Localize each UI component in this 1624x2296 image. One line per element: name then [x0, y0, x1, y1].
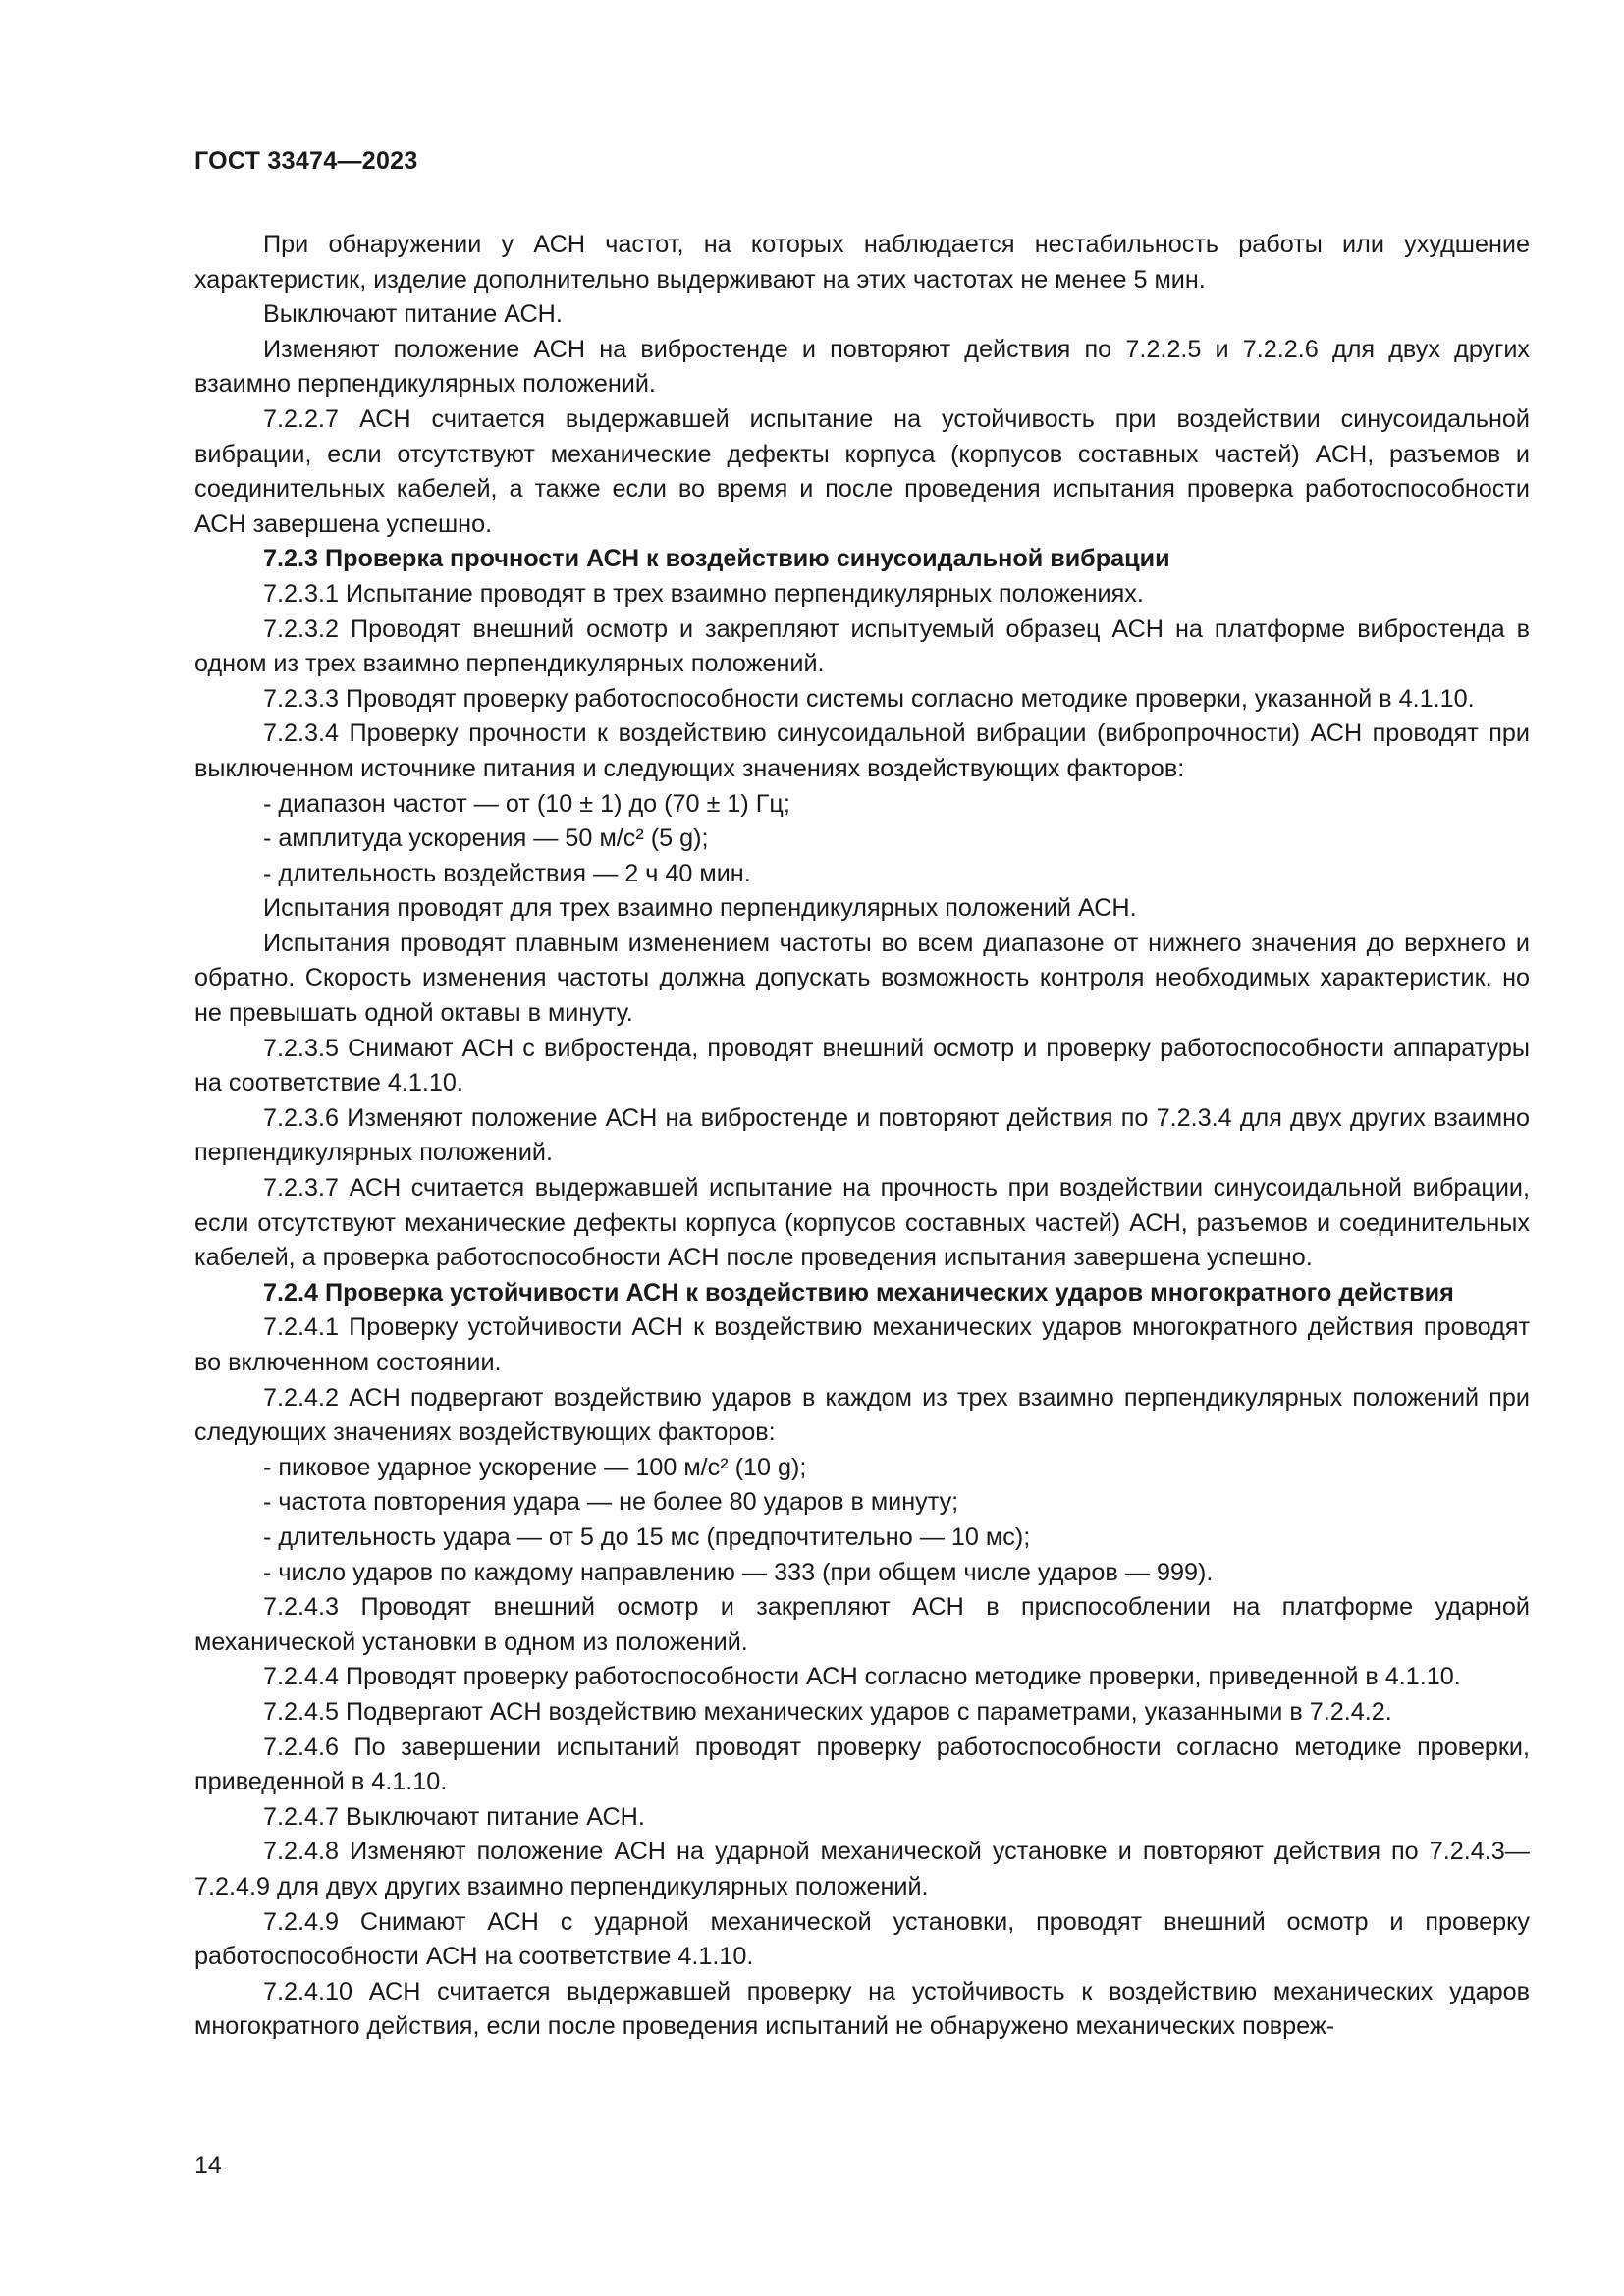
paragraph: 7.2.4.9 Снимают АСН с ударной механической установки, проводят внешний осмотр и проверку работоспособности АСН на соответствие 4.1.10. — [194, 1907, 1530, 1971]
paragraph: 7.2.4.1 Проверку устойчивости АСН к воздействию механических ударов многократного действия проводят во включенном состоянии. — [194, 1313, 1530, 1376]
paragraph: 7.2.2.7 АСН считается выдержавшей испытание на устойчивость при воздействии синусоидальной вибрации, если отсутствуют механические дефекты корпуса (корпусов составных частей) АСН, разъемов и соединительных кабелей, а также если во время и после проведения испытания проверка работоспособности АСН завершена успешно. — [194, 404, 1530, 538]
paragraph: Выключают питание АСН. — [263, 300, 563, 329]
section-heading: 7.2.3 Проверка прочности АСН к воздействию синусоидальной вибрации — [263, 545, 1170, 573]
paragraph: 7.2.3.2 Проводят внешний осмотр и закрепляют испытуемый образец АСН на платформе вибростенда в одном из трех взаимно перпендикулярных положений. — [194, 614, 1530, 678]
section-heading: 7.2.4 Проверка устойчивости АСН к воздействию механических ударов многократного действия — [263, 1278, 1454, 1307]
list-item: - амплитуда ускорения — 50 м/с² (5 g); — [263, 825, 709, 853]
list-item: - длительность удара — от 5 до 15 мс (предпочтительно — 10 мс); — [263, 1522, 1031, 1551]
paragraph: 7.2.4.6 По завершении испытаний проводят проверку работоспособности согласно методике проверки, приведенной в 4.1.10. — [194, 1733, 1530, 1796]
list-item: - диапазон частот — от (10 ± 1) до (70 ± 1) Гц; — [263, 789, 790, 818]
paragraph: 7.2.4.3 Проводят внешний осмотр и закрепляют АСН в приспособлении на платформе ударной механической установки в одном из положений. — [194, 1593, 1530, 1656]
document-body — [194, 228, 1530, 2045]
list-item: - пиковое ударное ускорение — 100 м/с² (10 g); — [263, 1453, 807, 1481]
list-item: - длительность воздействия — 2 ч 40 мин. — [263, 859, 751, 887]
list-item: - число ударов по каждому направлению — 333 (при общем числе ударов — 999). — [263, 1558, 1214, 1586]
paragraph: 7.2.3.6 Изменяют положение АСН на вибростенде и повторяют действия по 7.2.3.4 для двух других взаимно перпендикулярных положений. — [194, 1103, 1530, 1167]
paragraph: 7.2.4.2 АСН подвергают воздействию ударов в каждом из трех взаимно перпендикулярных положений при следующих значениях воздействующих факторов: — [194, 1383, 1530, 1447]
paragraph: 7.2.4.7 Выключают питание АСН. — [263, 1802, 645, 1831]
paragraph: 7.2.4.5 Подвергают АСН воздействию механических ударов с параметрами, указанными в 7.2.4.2. — [263, 1697, 1392, 1726]
paragraph: 7.2.3.7 АСН считается выдержавшей испытание на прочность при воздействии синусоидальной вибрации, если отсутствуют механические дефекты корпуса (корпусов составных частей) АСН, разъемов и соединительных кабелей, а проверка работоспособности АСН после проведения испытания завершена успешно. — [194, 1174, 1530, 1272]
list-item: - частота повторения удара — не более 80 ударов в минуту; — [263, 1488, 959, 1517]
paragraph: При обнаружении у АСН частот, на которых наблюдается нестабильность работы или ухудшение характеристик, изделие дополнительно выдерживают на этих частотах не менее 5 мин. — [194, 231, 1530, 294]
paragraph: Изменяют положение АСН на вибростенде и повторяют действия по 7.2.2.5 и 7.2.2.6 для двух других взаимно перпендикулярных положений. — [194, 335, 1530, 399]
paragraph: 7.2.3.1 Испытание проводят в трех взаимно перпендикулярных положениях. — [263, 579, 1144, 608]
paragraph: 7.2.4.4 Проводят проверку работоспособности АСН согласно методике проверки, приведенной в 4.1.10. — [263, 1663, 1461, 1691]
paragraph: Испытания проводят плавным изменением частоты во всем диапазоне от нижнего значения до верхнего и обратно. Скорость изменения частоты должна допускать возможность контроля необходимых характеристик, но не превышать одной октавы в минуту. — [194, 929, 1530, 1028]
paragraph: 7.2.3.4 Проверку прочности к воздействию синусоидальной вибрации (вибропрочности) АСН проводят при выключенном источнике питания и следующих значениях воздействующих факторов: — [194, 720, 1530, 782]
paragraph: 7.2.4.8 Изменяют положение АСН на ударной механической установке и повторяют действия по 7.2.4.3—7.2.4.9 для двух других взаимно перпендикулярных положений. — [194, 1838, 1530, 1900]
document-header-id: ГОСТ 33474—2023 — [194, 147, 418, 175]
paragraph: 7.2.3.5 Снимают АСН с вибростенда, проводят внешний осмотр и проверку работоспособности аппаратуры на соответствие 4.1.10. — [194, 1034, 1530, 1097]
paragraph: 7.2.4.10 АСН считается выдержавшей проверку на устойчивость к воздействию механических ударов многократного действия, если после проведения испытаний не обнаружено механических повреж- — [194, 1977, 1530, 2041]
paragraph: Испытания проводят для трех взаимно перпендикулярных положений АСН. — [263, 894, 1137, 923]
page-number: 14 — [194, 2152, 222, 2179]
paragraph: 7.2.3.3 Проводят проверку работоспособности системы согласно методике проверки, указанной в 4.1.10. — [263, 684, 1475, 713]
